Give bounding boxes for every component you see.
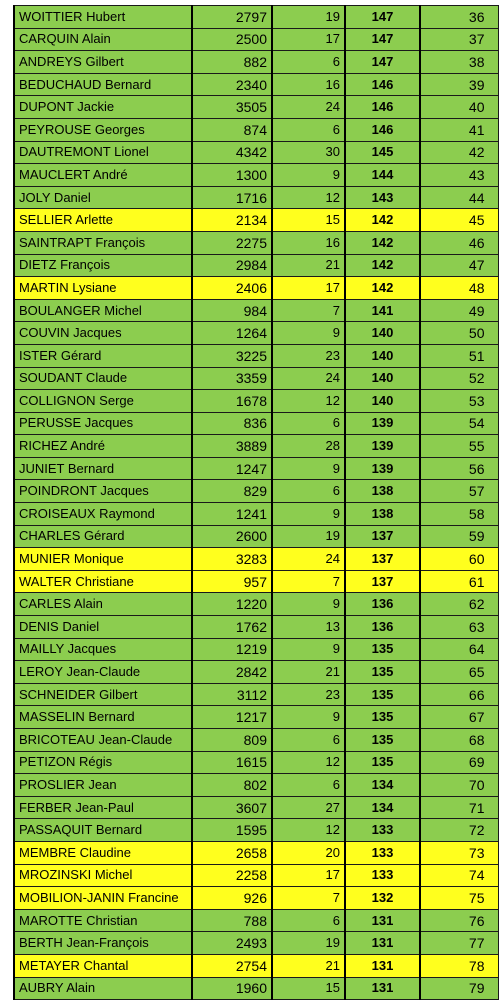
rank-cell: 43	[420, 164, 498, 187]
points-cell: 809	[192, 729, 272, 752]
player-name-cell: MARTIN Lysiane	[14, 277, 192, 300]
rank-cell: 72	[420, 819, 498, 842]
points-cell: 2340	[192, 73, 272, 96]
table-row	[14, 909, 498, 932]
count-cell: 9	[272, 503, 345, 526]
count-cell: 19	[272, 6, 345, 29]
player-name-cell: PETIZON Régis	[14, 751, 192, 774]
score-cell: 135	[345, 706, 420, 729]
table-row	[14, 73, 498, 96]
points-cell: 802	[192, 774, 272, 797]
player-name-cell: COUVIN Jacques	[14, 322, 192, 345]
table-row	[14, 593, 498, 616]
count-cell: 12	[272, 751, 345, 774]
count-cell: 12	[272, 186, 345, 209]
table-row	[14, 322, 498, 345]
table-row	[14, 164, 498, 187]
table-row	[14, 277, 498, 300]
score-cell: 143	[345, 186, 420, 209]
table-row	[14, 118, 498, 141]
rank-cell: 59	[420, 525, 498, 548]
score-cell: 140	[345, 344, 420, 367]
score-cell: 139	[345, 412, 420, 435]
player-name-cell: PASSAQUIT Bernard	[14, 819, 192, 842]
score-cell: 146	[345, 118, 420, 141]
count-cell: 21	[272, 661, 345, 684]
rank-cell: 70	[420, 774, 498, 797]
player-name-cell: JOLY Daniel	[14, 186, 192, 209]
player-name-cell: PROSLIER Jean	[14, 774, 192, 797]
score-cell: 142	[345, 231, 420, 254]
player-name-cell: RICHEZ André	[14, 435, 192, 458]
player-name-cell: SOUDANT Claude	[14, 367, 192, 390]
rank-cell: 52	[420, 367, 498, 390]
player-name-cell: CHARLES Gérard	[14, 525, 192, 548]
count-cell: 9	[272, 457, 345, 480]
count-cell: 6	[272, 774, 345, 797]
points-cell: 1247	[192, 457, 272, 480]
points-cell: 3225	[192, 344, 272, 367]
points-cell: 2984	[192, 254, 272, 277]
player-name-cell: SELLIER Arlette	[14, 209, 192, 232]
count-cell: 6	[272, 729, 345, 752]
score-cell: 137	[345, 525, 420, 548]
points-cell: 3607	[192, 796, 272, 819]
score-cell: 134	[345, 796, 420, 819]
rank-cell: 67	[420, 706, 498, 729]
points-cell: 2797	[192, 6, 272, 29]
count-cell: 9	[272, 322, 345, 345]
points-cell: 3283	[192, 548, 272, 571]
player-name-cell: METAYER Chantal	[14, 954, 192, 977]
player-name-cell: ANDREYS Gilbert	[14, 51, 192, 74]
score-cell: 136	[345, 616, 420, 639]
points-cell: 1716	[192, 186, 272, 209]
table-row	[14, 503, 498, 526]
rank-cell: 36	[420, 6, 498, 29]
table-row	[14, 774, 498, 797]
score-cell: 147	[345, 6, 420, 29]
count-cell: 21	[272, 954, 345, 977]
player-name-cell: CARQUIN Alain	[14, 28, 192, 51]
player-name-cell: PEYROUSE Georges	[14, 118, 192, 141]
rank-cell: 41	[420, 118, 498, 141]
rank-cell: 46	[420, 231, 498, 254]
score-cell: 140	[345, 322, 420, 345]
rank-cell: 65	[420, 661, 498, 684]
player-name-cell: SAINTRAPT François	[14, 231, 192, 254]
count-cell: 20	[272, 841, 345, 864]
count-cell: 24	[272, 367, 345, 390]
player-name-cell: JUNIET Bernard	[14, 457, 192, 480]
points-cell: 882	[192, 51, 272, 74]
count-cell: 9	[272, 164, 345, 187]
table-row	[14, 28, 498, 51]
count-cell: 15	[272, 209, 345, 232]
score-cell: 133	[345, 841, 420, 864]
score-cell: 131	[345, 909, 420, 932]
player-name-cell: MAUCLERT André	[14, 164, 192, 187]
player-name-cell: CROISEAUX Raymond	[14, 503, 192, 526]
player-name-cell: MUNIER Monique	[14, 548, 192, 571]
rank-cell: 44	[420, 186, 498, 209]
table-row	[14, 186, 498, 209]
score-cell: 139	[345, 457, 420, 480]
rank-cell: 45	[420, 209, 498, 232]
rank-cell: 56	[420, 457, 498, 480]
player-name-cell: PERUSSE Jacques	[14, 412, 192, 435]
score-cell: 145	[345, 141, 420, 164]
points-cell: 1264	[192, 322, 272, 345]
table-row	[14, 480, 498, 503]
score-cell: 137	[345, 548, 420, 571]
player-name-cell: WALTER Christiane	[14, 570, 192, 593]
player-name-cell: SCHNEIDER Gilbert	[14, 683, 192, 706]
table-row	[14, 344, 498, 367]
count-cell: 28	[272, 435, 345, 458]
points-cell: 1595	[192, 819, 272, 842]
count-cell: 7	[272, 887, 345, 910]
points-cell: 1217	[192, 706, 272, 729]
table-row	[14, 887, 498, 910]
table-row	[14, 616, 498, 639]
score-cell: 135	[345, 751, 420, 774]
ranking-table-body	[14, 6, 498, 1000]
rank-cell: 76	[420, 909, 498, 932]
rank-cell: 64	[420, 638, 498, 661]
count-cell: 9	[272, 638, 345, 661]
table-row	[14, 51, 498, 74]
player-name-cell: MEMBRE Claudine	[14, 841, 192, 864]
points-cell: 2658	[192, 841, 272, 864]
player-name-cell: MOBILION-JANIN Francine	[14, 887, 192, 910]
player-name-cell: COLLIGNON Serge	[14, 390, 192, 413]
rank-cell: 48	[420, 277, 498, 300]
points-cell: 874	[192, 118, 272, 141]
score-cell: 133	[345, 819, 420, 842]
table-row	[14, 796, 498, 819]
points-cell: 2275	[192, 231, 272, 254]
rank-cell: 60	[420, 548, 498, 571]
count-cell: 17	[272, 864, 345, 887]
count-cell: 24	[272, 96, 345, 119]
rank-cell: 38	[420, 51, 498, 74]
table-row	[14, 299, 498, 322]
rank-cell: 62	[420, 593, 498, 616]
count-cell: 9	[272, 593, 345, 616]
score-cell: 135	[345, 683, 420, 706]
player-name-cell: AUBRY Alain	[14, 977, 192, 1000]
table-row	[14, 390, 498, 413]
points-cell: 3505	[192, 96, 272, 119]
count-cell: 6	[272, 909, 345, 932]
table-row	[14, 729, 498, 752]
count-cell: 17	[272, 277, 345, 300]
count-cell: 12	[272, 390, 345, 413]
rank-cell: 39	[420, 73, 498, 96]
points-cell: 2258	[192, 864, 272, 887]
rank-cell: 66	[420, 683, 498, 706]
points-cell: 1762	[192, 616, 272, 639]
rank-cell: 42	[420, 141, 498, 164]
count-cell: 12	[272, 819, 345, 842]
rank-cell: 58	[420, 503, 498, 526]
table-row	[14, 548, 498, 571]
count-cell: 23	[272, 344, 345, 367]
table-row	[14, 231, 498, 254]
player-name-cell: CARLES Alain	[14, 593, 192, 616]
score-cell: 131	[345, 977, 420, 1000]
player-name-cell: WOITTIER Hubert	[14, 6, 192, 29]
rank-cell: 77	[420, 932, 498, 955]
rank-cell: 40	[420, 96, 498, 119]
points-cell: 1219	[192, 638, 272, 661]
score-cell: 131	[345, 954, 420, 977]
count-cell: 9	[272, 706, 345, 729]
points-cell: 1300	[192, 164, 272, 187]
count-cell: 23	[272, 683, 345, 706]
ranking-table	[13, 5, 499, 1000]
points-cell: 2500	[192, 28, 272, 51]
rank-cell: 68	[420, 729, 498, 752]
points-cell: 2406	[192, 277, 272, 300]
points-cell: 926	[192, 887, 272, 910]
points-cell: 1241	[192, 503, 272, 526]
player-name-cell: BOULANGER Michel	[14, 299, 192, 322]
score-cell: 137	[345, 570, 420, 593]
points-cell: 957	[192, 570, 272, 593]
rank-cell: 54	[420, 412, 498, 435]
score-cell: 140	[345, 390, 420, 413]
points-cell: 3112	[192, 683, 272, 706]
count-cell: 13	[272, 616, 345, 639]
table-row	[14, 570, 498, 593]
points-cell: 984	[192, 299, 272, 322]
score-cell: 139	[345, 435, 420, 458]
count-cell: 6	[272, 118, 345, 141]
points-cell: 2754	[192, 954, 272, 977]
rank-cell: 61	[420, 570, 498, 593]
score-cell: 146	[345, 96, 420, 119]
table-row	[14, 638, 498, 661]
rank-cell: 57	[420, 480, 498, 503]
player-name-cell: POINDRONT Jacques	[14, 480, 192, 503]
score-cell: 135	[345, 638, 420, 661]
points-cell: 1960	[192, 977, 272, 1000]
rank-cell: 71	[420, 796, 498, 819]
count-cell: 16	[272, 73, 345, 96]
player-name-cell: MAROTTE Christian	[14, 909, 192, 932]
rank-cell: 78	[420, 954, 498, 977]
points-cell: 829	[192, 480, 272, 503]
score-cell: 144	[345, 164, 420, 187]
rank-cell: 79	[420, 977, 498, 1000]
table-row	[14, 457, 498, 480]
player-name-cell: BERTH Jean-François	[14, 932, 192, 955]
score-cell: 136	[345, 593, 420, 616]
points-cell: 2842	[192, 661, 272, 684]
player-name-cell: DIETZ François	[14, 254, 192, 277]
count-cell: 7	[272, 299, 345, 322]
points-cell: 2600	[192, 525, 272, 548]
rank-cell: 49	[420, 299, 498, 322]
count-cell: 6	[272, 412, 345, 435]
table-row	[14, 661, 498, 684]
count-cell: 30	[272, 141, 345, 164]
points-cell: 1220	[192, 593, 272, 616]
count-cell: 19	[272, 932, 345, 955]
table-row	[14, 254, 498, 277]
table-row	[14, 751, 498, 774]
points-cell: 4342	[192, 141, 272, 164]
player-name-cell: MAILLY Jacques	[14, 638, 192, 661]
table-row	[14, 954, 498, 977]
table-row	[14, 819, 498, 842]
table-row	[14, 6, 498, 29]
table-row	[14, 209, 498, 232]
points-cell: 2134	[192, 209, 272, 232]
points-cell: 1678	[192, 390, 272, 413]
table-row	[14, 977, 498, 1000]
points-cell: 788	[192, 909, 272, 932]
rank-cell: 55	[420, 435, 498, 458]
score-cell: 132	[345, 887, 420, 910]
points-cell: 3889	[192, 435, 272, 458]
table-row	[14, 435, 498, 458]
points-cell: 2493	[192, 932, 272, 955]
score-cell: 138	[345, 480, 420, 503]
rank-cell: 47	[420, 254, 498, 277]
score-cell: 138	[345, 503, 420, 526]
rank-cell: 63	[420, 616, 498, 639]
table-row	[14, 141, 498, 164]
points-cell: 3359	[192, 367, 272, 390]
count-cell: 17	[272, 28, 345, 51]
score-cell: 133	[345, 864, 420, 887]
score-cell: 147	[345, 51, 420, 74]
count-cell: 19	[272, 525, 345, 548]
score-cell: 142	[345, 254, 420, 277]
player-name-cell: MASSELIN Bernard	[14, 706, 192, 729]
points-cell: 1615	[192, 751, 272, 774]
score-cell: 140	[345, 367, 420, 390]
rank-cell: 75	[420, 887, 498, 910]
score-cell: 135	[345, 729, 420, 752]
rank-cell: 50	[420, 322, 498, 345]
count-cell: 7	[272, 570, 345, 593]
count-cell: 6	[272, 480, 345, 503]
table-row	[14, 96, 498, 119]
table-row	[14, 841, 498, 864]
table-row	[14, 706, 498, 729]
player-name-cell: BRICOTEAU Jean-Claude	[14, 729, 192, 752]
table-row	[14, 864, 498, 887]
rank-cell: 37	[420, 28, 498, 51]
count-cell: 16	[272, 231, 345, 254]
player-name-cell: LEROY Jean-Claude	[14, 661, 192, 684]
count-cell: 27	[272, 796, 345, 819]
player-name-cell: MROZINSKI Michel	[14, 864, 192, 887]
table-row	[14, 683, 498, 706]
table-row	[14, 412, 498, 435]
rank-cell: 74	[420, 864, 498, 887]
rank-cell: 73	[420, 841, 498, 864]
table-row	[14, 367, 498, 390]
table-row	[14, 932, 498, 955]
score-cell: 141	[345, 299, 420, 322]
score-cell: 131	[345, 932, 420, 955]
player-name-cell: DAUTREMONT Lionel	[14, 141, 192, 164]
player-name-cell: ISTER Gérard	[14, 344, 192, 367]
player-name-cell: FERBER Jean-Paul	[14, 796, 192, 819]
table-row	[14, 525, 498, 548]
count-cell: 21	[272, 254, 345, 277]
count-cell: 24	[272, 548, 345, 571]
player-name-cell: DUPONT Jackie	[14, 96, 192, 119]
player-name-cell: BEDUCHAUD Bernard	[14, 73, 192, 96]
score-cell: 134	[345, 774, 420, 797]
rank-cell: 51	[420, 344, 498, 367]
rank-cell: 69	[420, 751, 498, 774]
points-cell: 836	[192, 412, 272, 435]
score-cell: 142	[345, 277, 420, 300]
score-cell: 135	[345, 661, 420, 684]
score-cell: 147	[345, 28, 420, 51]
rank-cell: 53	[420, 390, 498, 413]
score-cell: 142	[345, 209, 420, 232]
count-cell: 15	[272, 977, 345, 1000]
score-cell: 146	[345, 73, 420, 96]
player-name-cell: DENIS Daniel	[14, 616, 192, 639]
count-cell: 6	[272, 51, 345, 74]
